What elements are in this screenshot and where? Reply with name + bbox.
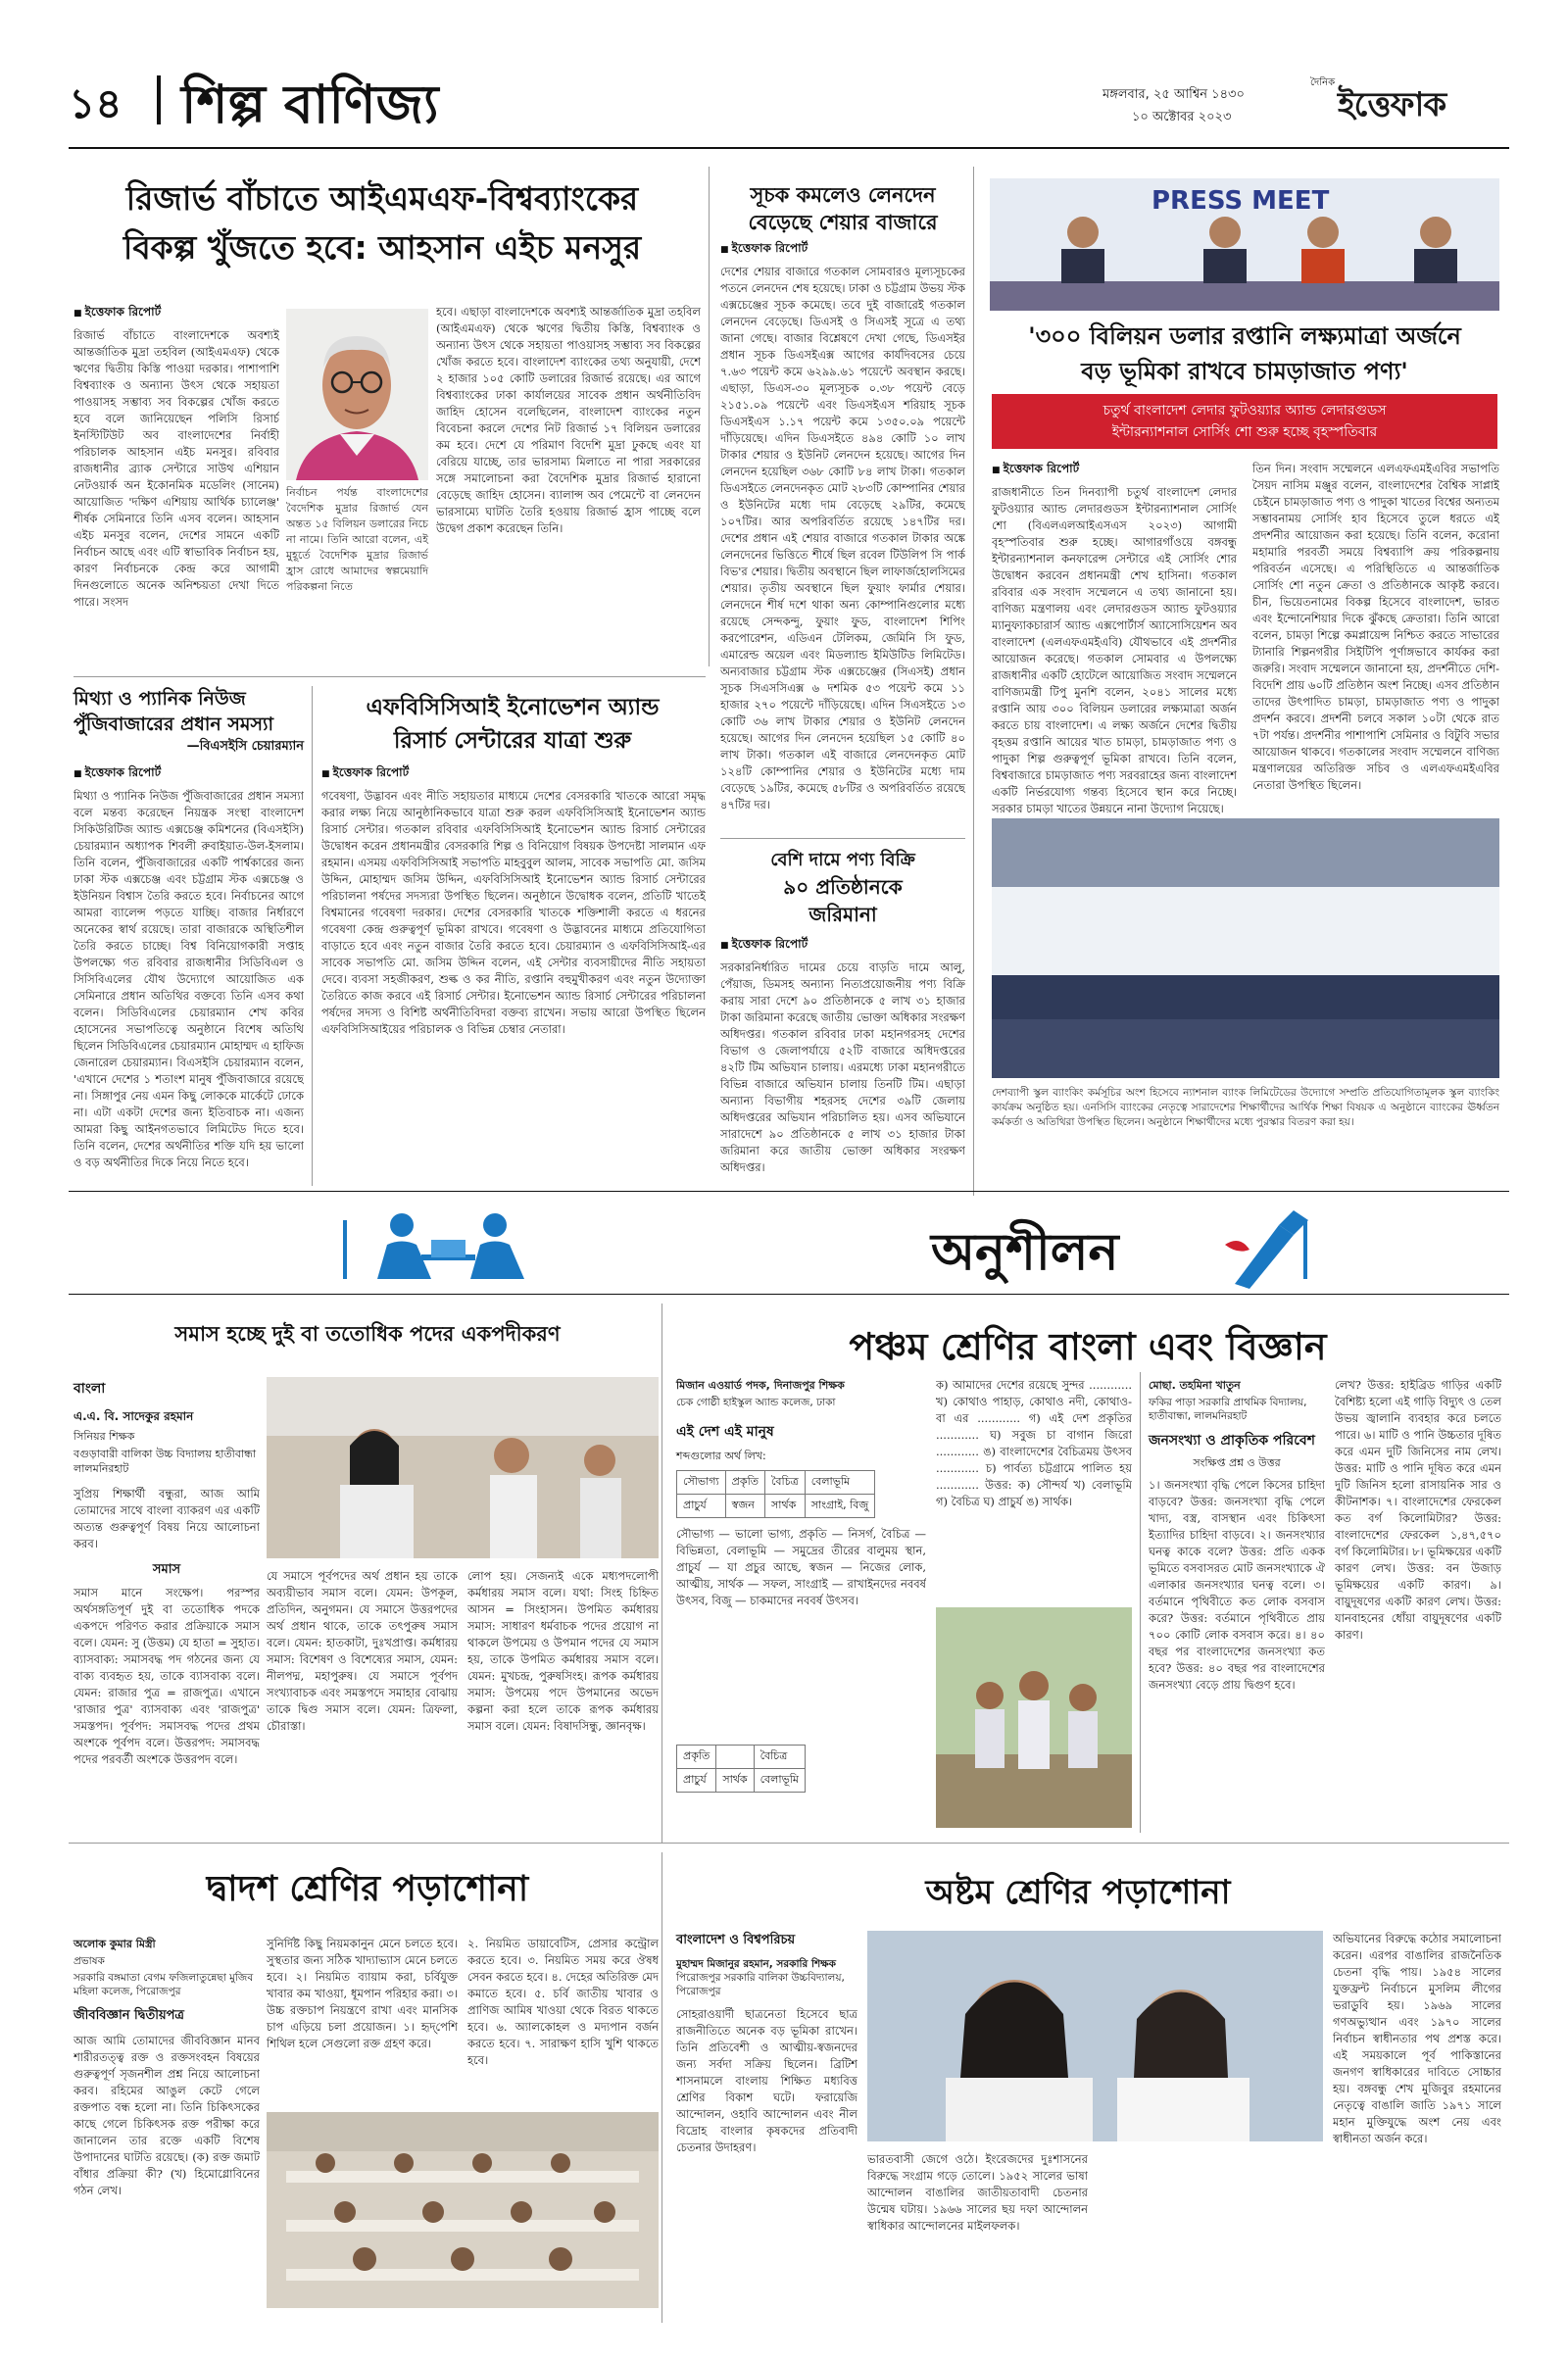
lesson2-poem-title: এই দেশ এই মানুষ <box>676 1424 774 1440</box>
table-cell: সার্থক <box>764 1495 805 1518</box>
table-row <box>677 1471 875 1495</box>
story6-headline-2: বড় ভূমিকা রাখবে চামড়াজাত পণ্য' <box>1081 358 1408 385</box>
table-cell: সৌভাগ্য <box>677 1471 726 1495</box>
press-meet-photo <box>990 178 1499 311</box>
date-line-1: মঙ্গলবার, ২৫ আশ্বিন ১৪৩০ <box>1102 87 1245 102</box>
students-reading-icon <box>363 1201 539 1289</box>
lesson2-teacher2-name: মোছা. তহমিনা খাতুন <box>1149 1379 1241 1392</box>
story2-headline-1: সূচক কমলেও লেনদেন <box>750 183 936 207</box>
lesson1-teacher-role: সিনিয়র শিক্ষক <box>74 1430 135 1443</box>
table-cell: বৈচিত্র <box>754 1746 805 1769</box>
lesson2-word-table <box>676 1470 875 1518</box>
section-title: শিল্প বাণিজ্য <box>181 74 439 135</box>
story1-col1: রিজার্ভ বাঁচাতে বাংলাদেশকে অবশ্যই আন্তর্জাতিক মুদ্রা তহবিল (আইএমএফ) থেকে ঋণের দ্বিতীয় কিস্তি পাওয়া দরকার। পাশাপাশি বিশ্বব্যাংক ও অন্যান্য উৎস থেকে সহায়তা পাওয়াসহ সম্ভাব্য সব বিকল্পের খোঁজ করতে হবে বলে জানিয়েছেন পলিসি রিসার্চ ইনস্টিটিউট অব বাংলাদেশের নির্বাহী পরিচালক আহসান এইচ মনসুর। রবিবার রাজধানীর ব্র্যাক সেন্টারে সাউথ এশিয়ান নেটওয়ার্ক অন ইকোনমিক মডেলিং (সানেম) আয়োজিত 'দক্ষিণ এশিয়ায় আর্থিক চ্যালেঞ্জ' শীর্ষক সেমিনারে তিনি এসব বলেন। আহসান এইচ মনসুর বলেন, দেশের সামনে একটি নির্বাচন আছে এবং এটি স্বাভাবিক নির্বাচন হয়, কারণ নির্বাচনকে কেন্দ্র করে আগামী দিনগুলোতে অনেক অনিশ্চয়তা দেখা দিতে পারে। সংসদ <box>74 328 279 609</box>
story4-headline-3: —বিএসইসি চেয়ারম্যান <box>186 739 304 754</box>
table-cell <box>716 1746 754 1769</box>
lesson4-col1: সোহরাওয়ার্দী ছাত্রনেতা হিসেবে ছাত্র রাজনীতিতে অনেক বড় ভূমিকা রাখেন। তিনি প্রতিবেশী ও আত্মীয়-স্বজনদের জন্য সর্বদা সক্রিয় ছিলেন। ব্রিটিশ শাসনামলে বাংলায় শিক্ষিত মধ্যবিত্ত শ্রেণির বিকাশ ঘটে। ফরায়েজি আন্দোলন, ওহাবি আন্দোলন এবং নীল বিদ্রোহ বাংলার কৃষকদের প্রতিবাদী চেতনার উদাহরণ। <box>676 2007 858 2154</box>
children-illustration <box>936 1607 1132 1828</box>
school-banking-caption: দেশব্যাপী স্কুল ব্যাংকিং কর্মসূচির অংশ হিসেবে ন্যাশনাল ব্যাংক লিমিটেডের উদ্যোগে সম্প্রতি প্রতিযোগিতামূলক স্কুল ব্যাংকিং কার্যক্রম অনুষ্ঠিত হয়। এনসিসি ব্যাংকের নেতৃত্বে সারাদেশের শিক্ষার্থীদের আর্থিক শিক্ষা বিষয়ক এ অনুষ্ঠানে ব্যাংকের ঊর্ধ্বতন কর্মকর্তা ও অতিথিরা উপস্থিত ছিলেন। অনুষ্ঠানে শিক্ষার্থীদের মধ্যে পুরস্কার বিতরণ করা হয়। <box>992 1087 1499 1128</box>
lesson4-teacher-name: মুহাম্মদ মিজানুর রহমান, সরকারি শিক্ষক <box>676 1958 837 1970</box>
story3-byline: ■ ইত্তেফাক রিপোর্ট <box>720 936 965 956</box>
lesson1-intro: সুপ্রিয় শিক্ষার্থী বন্ধুরা, আজ আমি তোমাদের সাথে বাংলা ব্যাকরণ এর একটি অত্যন্ত গুরুত্বপূর্ণ বিষয় নিয়ে আলোচনা করব। <box>74 1487 260 1550</box>
story2-byline: ■ ইত্তেফাক রিপোর্ট <box>720 240 965 260</box>
portrait-illustration <box>286 309 428 480</box>
press-meet-banner: PRESS MEET <box>1152 186 1330 216</box>
lesson2-teacher1-school: চেক গোষ্ঠী হাইস্কুল অ্যান্ড কলেজ, ঢাকা <box>676 1397 836 1408</box>
table-cell: সাংগ্রাই, বিজু <box>805 1495 874 1518</box>
table-cell: বেলাভূমি <box>754 1769 805 1793</box>
story2-body: দেশের শেয়ার বাজারে গতকাল সোমবারও মূল্যসূচকের পতনে লেনদেন শেষ হয়েছে। ঢাকা ও চট্টগ্রাম উভয় স্টক এক্সচেঞ্জের সূচক কমেছে। তবে দুই বাজারেই গতকাল লেনদেন বেড়েছে। ডিএসই ও সিএসই সূত্রে এ তথ্য জানা গেছে। বাজার বিশ্লেষণে দেখা গেছে, ডিএসইর প্রধান সূচক ডিএসইএক্স আগের কার্যদিবসের চেয়ে ৭.৬৩ পয়েন্ট কমে ৬২৯৯.৬১ পয়েন্টে অবস্থান করছে। এছাড়া, ডিএস-৩০ মূল্যসূচক ০.৩৮ পয়েন্ট বেড়ে ২১৫১.০৯ পয়েন্টে এবং ডিএসইএস শরিয়াহ সূচক ডিএসইএস ১.১৭ পয়েন্ট কমে ১৩৫০.০৯ পয়েন্টে দাঁড়িয়েছে। এদিন ডিএসইতে ৪৯৪ কোটি ১০ লাখ টাকার শেয়ার ও ইউনিট লেনদেন হয়েছে। আগের দিন লেনদেন হয়েছিল ৩৬৮ কোটি ৮৪ লাখ টাকা। গতকাল ডিএসইতে লেনদেনকৃত মোট ২৮৩টি কোম্পানির শেয়ার ও ইউনিটের মধ্যে দাম বেড়েছে ২৯টির, কমেছে ১০৭টির। আর অপরিবর্তিত রয়েছে ১৪৭টির দর। দেশের প্রধান এই শেয়ার বাজারে গতকাল টাকার অঙ্কে লেনদেনের ভিত্তিতে শীর্ষে ছিল রবেল টিউলিপ সি পার্ক বিভ'র শেয়ার। দ্বিতীয় অবস্থানে ছিল লাফার্জহোলসিমের শেয়ার। তৃতীয় অবস্থানে ছিল ফুয়াং ফার্মার শেয়ার। লেনদেনে শীর্ষ দশে থাকা অন্য কোম্পানিগুলোর মধ্যে রয়েছে সেন্দকন্দু, ফুয়াং ফুড, বাংলাদেশ শিপিং করপোরেশন, এডিএন টেলিকম, জেমিনি সি ফুড, এমারেল্ড অয়েল এবং মিডল্যান্ড ইমিউটিড লিমিটেড। অন্যবাজার চট্টগ্রাম স্টক এক্সচেঞ্জের (সিএসই) প্রধান সূচক সিএসসিএক্স ৬ দশমিক ৫৩ পয়েন্ট কমে ১১ হাজার ২৭০ পয়েন্টে দাঁড়িয়েছে। এদিন সিএসইতে ১৩ কোটি ৩৬ লাখ টাকার শেয়ার ও ইউনিট লেনদেন হয়েছে। আগের দিন লেনদেন হয়েছিল ১৫ কোটি ৪০ লাখ টাকা। গতকাল এই বাজারে লেনদেনকৃত মোট ১২৪টি কোম্পানির শেয়ার ও ইউনিটের মধ্যে দাম বেড়েছে ১৯টির, কমেছে ৫৮টির ও অপরিবর্তিত রয়েছে ৪৭টির দর। <box>720 265 965 812</box>
lesson2-sci-col1: ১। জনসংখ্যা বৃদ্ধি পেলে কিসের চাহিদা বাড়বে? উত্তর: জনসংখ্যা বৃদ্ধি পেলে খাদ্য, বস্ত্র, বাসস্থান এবং চিকিৎসা ইত্যাদির চাহিদা বাড়বে। ২। জনসংখ্যার ঘনত্ব কাকে বলে? উত্তর: প্রতি একক ভূমিতে বসবাসরত মোট জনসংখ্যাকে ঐ এলাকার জনসংখ্যার ঘনত্ব বলে। ৩। বর্তমানে পৃথিবীতে কত লোক বসবাস করে? উত্তর: বর্তমানে পৃথিবীতে প্রায় ৭০০ কোটি লোক বসবাস করে। ৪। ৪০ বছর পর বাংলাদেশের জনসংখ্যা কত হবে? উত্তর: ৪০ বছর পর বাংলাদেশের জনসংখ্যা বেড়ে প্রায় দ্বিগুণ হবে। <box>1149 1478 1325 1692</box>
table-cell: স্বজন <box>725 1495 764 1518</box>
story1-col2: হবে। এছাড়া বাংলাদেশকে অবশ্যই আন্তর্জাতিক মুদ্রা তহবিল (আইএমএফ) থেকে ঋণের দ্বিতীয় কিস্তি, বিশ্বব্যাংক ও অন্যান্য উৎস থেকে সহায়তা পাওয়াসহ সম্ভাব্য সব বিকল্পের খোঁজ করতে হবে। বাংলাদেশ ব্যাংকের তথ্য অনুযায়ী, দেশে ২ হাজার ১০৫ কোটি ডলারের রিজার্ভ রয়েছে। এর আগে বিশ্বব্যাংকের ঢাকা কার্যালয়ের সাবেক প্রধান অর্থনীতিবিদ জাহিদ হোসেন বলেছিলেন, বাংলাদেশ ব্যাংকের নতুন বিবেচনা করলে দেশের নিট রিজার্ভ ১৭ বিলিয়ন ডলারের কম হবে। দেশে যে পরিমাণ বিদেশি মুদ্রা ঢুকছে এবং যা বেরিয়ে যাচ্ছে, তার ভারসাম্য মিলাতে না পারা সরকারের সঙ্গে সমালোচনা করা বৈদেশিক মুদ্রার রিজার্ভ হারানো বেড়েছে জাহিদ হোসেন। ব্যালান্স অব পেমেন্টে বা লেনদেন ভারসাম্যে ঘাটতি তৈরি হওয়ায় রিজার্ভ হ্রাস পাচ্ছে বলে উদ্বেগ প্রকাশ করেছেন তিনি। <box>436 305 701 535</box>
lesson2-title: পঞ্চম শ্রেণির বাংলা এবং বিজ্ঞান <box>849 1325 1327 1368</box>
story6-headline-1: '৩০০ বিলিয়ন ডলার রপ্তানি লক্ষ্যমাত্রা অর্জনে <box>1028 322 1461 350</box>
story2-headline-2: বেড়েছে শেয়ার বাজারে <box>748 211 938 234</box>
section-anushilon-title: অনুশীলন <box>931 1223 1119 1282</box>
story6-subhead-box <box>992 394 1497 449</box>
lesson2-teacher1-name: মিজান এওয়ার্ড পদক, দিনাজপুর শিক্ষক <box>676 1379 845 1392</box>
story4-body: মিথ্যা ও প্যানিক নিউজ পুঁজিবাজারের প্রধান সমস্যা বলে মন্তব্য করেছেন নিয়ন্ত্রক সংস্থা বাংলাদেশ সিকিউরিটিজ অ্যান্ড এক্সচেঞ্জ কমিশনের (বিএসইসি) চেয়ারম্যান অধ্যাপক শিবলী রুবাইয়াত-উল-ইসলাম। তিনি বলেন, পুঁজিবাজারের একটি পার্শ্বকারের জন্য ঢাকা স্টক এক্সচেঞ্জ এবং চট্টগ্রাম স্টক এক্সচেঞ্জ ও ইউনিয়ন বিশ্বাস তৈরি করতে হবে। নির্বাচনের আগে আমরা ব্যালেন্স পড়তে যাচ্ছি। বাজার নির্ধারণে অনেকের স্বার্থ রয়েছে। তারা বাজারকে অস্থিতিশীল তৈরি করতে চাচ্ছে। বিশ্ব বিনিয়োগকারী সপ্তাহ উপলক্ষ্যে গত রবিবার রাজধানীর সিডিবিএল ও সিসিবিএলের যৌথ উদ্যোগে আয়োজিত এক সেমিনারে প্রধান অতিথির বক্তব্যে তিনি এসব কথা বলেন। সিডিবিএলের চেয়ারম্যান শেখ কবির হোসেনের সভাপতিত্বে অনুষ্ঠানে বিশেষ অতিথি ছিলেন সিডিবিএলের চেয়ারম্যান মোহাম্মদ এ হাফিজ জেনারেল চেয়ারম্যান। বিএসইসি চেয়ারম্যান বলেন, 'এখানে দেশের ১ শতাংশ মানুষ পুঁজিবাজারে রয়েছে না। সিঙ্গাপুর নেয় এমন কিছু লোককে মার্কেটে ঢোকে না। এটা একটা দেশের জন্য ইতিবাচক না। এজন্য আমরা কিছু আইনগতভাবে লিমিটেড দিতে হবে। তিনি বলেন, দেশের অর্থনীতির শক্তি যদি হয় ভালো ও বড় অর্থনীতির দিকে নিয়ে নিতে হবে। <box>74 789 304 1169</box>
page-number: ১৪ <box>69 79 122 127</box>
lesson4-school: পিরোজপুর সরকারি বালিকা উচ্চবিদ্যালয়, পিরোজপুর <box>676 1972 845 1997</box>
story3-headline-3: জরিমানা <box>808 903 877 926</box>
story3-body: সরকারনির্ধারিত দামের চেয়ে বাড়তি দামে আলু, পেঁয়াজ, ডিমসহ অন্যান্য নিত্যপ্রয়োজনীয় পণ্য বিক্রি করায় সারা দেশে ৯০ প্রতিষ্ঠানকে ৫ লাখ ৩১ হাজার টাকা জরিমানা করেছে জাতীয় ভোক্তা অধিকার সংরক্ষণ অধিদপ্তর। গতকাল রবিবার ঢাকা মহানগরসহ দেশের বিভাগ ও জেলাপর্যায়ে ৫২টি বাজারে অধিদপ্তরের ৪২টি টিম অভিযান চালায়। এরমধ্যে ঢাকা মহানগরীতে বিভিন্ন বাজারে অভিযান চালায় তিনটি টিম। এছাড়া অন্যান্য বিভাগীয় শহরসহ দেশের ৩৯টি জেলায় অধিদপ্তরের অভিযান পরিচালিত হয়। এসব অভিযানে সারাদেশে ৯০ প্রতিষ্ঠানকে ৫ লাখ ৩১ হাজার টাকা জরিমানা করে জাতীয় ভোক্তা অধিকার সংরক্ষণ অধিদপ্তর। <box>720 960 965 1174</box>
lesson1-school: বগুড়াবারী বালিকা উচ্চ বিদ্যালয় হাতীবান্ধা লালমনিরহাট <box>74 1448 257 1475</box>
lesson3-title: দ্বাদশ শ্রেণির পড়াশোনা <box>206 1869 529 1909</box>
lesson4-title: অষ্টম শ্রেণির পড়াশোনা <box>925 1873 1231 1912</box>
story6-col2: তিন দিন। সংবাদ সম্মেলনে এলএফএমইএবির সভাপতি সৈয়দ নাসিম মঞ্জুর বলেন, বাংলাদেশের বৈশ্বিক সাপ্লাই চেইনে চামড়াজাত পণ্য ও পাদুকা খাতের বিশ্বের অন্যতম সম্ভাবনাময় সোর্সিং হাব হিসেবে তুলে ধরতে এই প্রদর্শনীর আয়োজন করা হয়েছে। তিনি বলেন, করোনা মহামারি পরবর্তী সময়ে বিশ্বব্যাপি ক্রয় পরিকল্পনায় পরিবর্তন এসেছে। এ পরিস্থিতিতে এ আন্তর্জাতিক সোর্সিং শো নতুন ক্রেতা ও প্রতিষ্ঠানকে আকৃষ্ট করবে। চীন, ভিয়েতনামের বিকল্প হিসেবে বাংলাদেশ, ভারত এবং ইন্দোনেশিয়ার দিকে ঝুঁকছে ক্রেতারা। তিনি আরো বলেন, চামড়া শিল্পে কমপ্লায়েন্স নিশ্চিত করতে সাভারের ট্যানারি শিল্পনগরীর সিইটিপি পূর্ণাঙ্গভাবে কার্যকর করা জরুরি। সংবাদ সম্মেলনে জানানো হয়, প্রদর্শনীতে দেশি-বিদেশি প্রায় ৬০টি প্রতিষ্ঠান অংশ নিচ্ছে। এসব প্রতিষ্ঠান তাদের উৎপাদিত চামড়া, চামড়াজাত পণ্য ও পাদুকা প্রদর্শন করবে। প্রদর্শনী চলবে সকাল ১০টা থেকে রাত ৭টা পর্যন্ত। প্রদর্শনীর পাশাপাশি সেমিনার ও বিটুবি সভার আয়োজন থাকবে। গতকালের সংবাদ সম্মেলনে বাণিজ্য মন্ত্রণালয়ের অতিরিক্ত সচিব ও এলএফএমইএবির নেতারা উপস্থিত ছিলেন। <box>1252 462 1499 792</box>
table-row <box>677 1746 806 1769</box>
story3-headline-1: বেশি দামে পণ্য বিক্রি <box>770 850 915 870</box>
story6-subhead-2: ইন্টারন্যাশনাল সোর্সিং শো শুরু হচ্ছে বৃহস্পতিবার <box>1111 424 1378 440</box>
lesson4-col3: অভিযানের বিরুদ্ধে কঠোর সমালোচনা করেন। এরপর বাঙালির রাজনৈতিক চেতনা বৃদ্ধি পায়। ১৯৫৪ সালের যুক্তফ্রন্ট নির্বাচনে মুসলিম লীগের ভরাডুবি হয়। ১৯৬৯ সালের গণঅভ্যুত্থান এবং ১৯৭০ সালের নির্বাচন স্বাধীনতার পথ প্রশস্ত করে। এই সময়কালে পূর্ব পাকিস্তানের জনগণ স্বাধিকারের দাবিতে সোচ্চার হয়। বঙ্গবন্ধু শেখ মুজিবুর রহমানের নেতৃত্বে বাঙালি জাতি ১৯৭১ সালে মহান মুক্তিযুদ্ধে অংশ নেয় এবং স্বাধীনতা অর্জন করে। <box>1333 1932 1501 2145</box>
story5-headline-1: এফবিসিসিআই ইনোভেশন অ্যান্ড <box>366 695 660 720</box>
lesson1-col2: যে সমাসে পূর্বপদের অর্থ প্রধান হয় তাকে অব্যয়ীভাব সমাস বলে। যেমন: উপকূল, প্রতিদিন, অনুগমন। যে সমাসে উত্তরপদের অর্থ প্রধান থাকে, তাকে তৎপুরুষ সমাস বলে। যেমন: হাতকাটা, দুঃখপ্রাপ্ত। কর্মধারয় সমাস: বিশেষণ ও বিশেষ্যের সমাস, যেমন: নীলপদ্ম, মহাপুরুষ। যে সমাসে পূর্বপদ সংখ্যাবাচক এবং সমস্তপদে সমাহার বোঝায় তাকে দ্বিগু সমাস বলে। যেমন: ত্রিফলা, চৌরাস্তা। <box>267 1569 458 1733</box>
masthead-small: দৈনিক <box>1310 77 1336 88</box>
table-cell: প্রকৃতি <box>677 1746 716 1769</box>
table-row <box>677 1495 875 1518</box>
header-divider <box>157 75 161 124</box>
story1-byline: ■ ইত্তেফাক রিপোর্ট <box>74 304 279 323</box>
lesson4-col2: ভারতবাসী জেগে ওঠে। ইংরেজদের দুঃশাসনের বিরুদ্ধে সংগ্রাম গড়ে তোলে। ১৯৫২ সালের ভাষা আন্দোলন বাঙালির জাতীয়তাবাদী চেতনার উন্মেষ ঘটায়। ১৯৬৬ সালের ছয় দফা আন্দোলন স্বাধিকার আন্দোলনের মাইলফলক। <box>867 2152 1088 2233</box>
table-cell: বৈচিত্র <box>764 1471 805 1495</box>
classroom-illustration <box>267 1377 659 1558</box>
story1-headline-1: রিজার্ভ বাঁচাতে আইএমএফ-বিশ্বব্যাংকের <box>125 179 639 218</box>
lesson2-answer-table <box>676 1745 806 1793</box>
anushilon-banner <box>69 1201 1509 1289</box>
lesson2-subject-label: শব্দগুলোর অর্থ লিখ: <box>676 1450 766 1462</box>
school-children-photo <box>936 1607 1132 1828</box>
lesson4-col2-cont <box>1098 2151 1323 2313</box>
lesson2-word-list: সৌভাগ্য — ভালো ভাগ্য, প্রকৃতি — নিসর্গ, বৈচিত্র — বিভিন্নতা, বেলাভূমি — সমুদ্রের তীরের বালুময় স্থান, প্রাচুর্য — যা প্রচুর আছে, স্বজন — নিজের লোক, আত্মীয়, সার্থক — সফল, সাংগ্রাই — রাখাইনদের নববর্ষ উৎসব, বিজু — চাকমাদের নববর্ষ উৎসব। <box>676 1527 926 1607</box>
lesson2-sci-title: জনসংখ্যা ও প্রাকৃতিক পরিবেশ <box>1149 1433 1315 1449</box>
banner-feather-mark <box>1303 1220 1307 1279</box>
lesson1-title: সমাস হচ্ছে দুই বা ততোধিক পদের একপদীকরণ <box>174 1322 561 1346</box>
story4-headline-1: মিথ্যা ও প্যানিক নিউজ <box>74 688 246 710</box>
story5-headline-2: রিসার্চ সেন্টারের যাত্রা শুরু <box>393 728 632 754</box>
classroom-photo <box>267 1377 659 1558</box>
table-cell: প্রাচুর্য <box>677 1769 716 1793</box>
lesson1-teacher-name: এ.এ. বি. সাদেকুর রহমান <box>74 1409 194 1423</box>
lesson2-sci-sub: সংক্ষিপ্ত প্রশ্ন ও উত্তর <box>1193 1456 1281 1469</box>
masthead-name: ইত্তেফাক <box>1338 85 1446 124</box>
masthead-logo <box>1308 75 1509 123</box>
lesson3-col3: ২. নিয়মিত ডায়াবেটিস, প্রেসার কন্ট্রোল করতে হবে। ৩. নিয়মিত সময় করে ঔষধ সেবন করতে হবে। ৪. দেহের অতিরিক্ত মেদ কমাতে হবে। ৫. চর্বি জাতীয় খাবার ও প্রাণিজ আমিষ খাওয়া থেকে বিরত থাকতে হবে। ৬. অ্যালকোহল ও মদ্যপান বর্জন করতে হবে। ৭. সারাক্ষণ হাসি খুশি থাকতে হবে। <box>467 1937 659 2067</box>
pen-nib-icon <box>1220 1205 1328 1289</box>
lesson3-col2: সুনির্দিষ্ট কিছু নিয়মকানুন মেনে চলতে হবে। সুস্থতার জন্য সঠিক খাদ্যাভ্যাস মেনে চলতে হবে। ২। নিয়মিত ব্যায়াম করা, চর্বিযুক্ত খাবার কম খাওয়া, ধূমপান পরিহার করা। ৩। উচ্চ রক্তচাপ নিয়ন্ত্রণে রাখা এবং মানসিক চাপ এড়িয়ে চলা প্রয়োজন। ১। হৃদ্‌পেশি শিথিল হলে সেগুলো রক্ত গ্রহণ করে। <box>267 1937 458 2050</box>
lesson1-col1: সমাস মানে সংক্ষেপ। পরস্পর অর্থসঙ্গতিপূর্ণ দুই বা ততোধিক পদকে একপদে পরিণত করার প্রক্রিয়াকে সমাস বলে। যেমন: সু (উত্তম) যে হাতা = সুহাত। ব্যাসবাক্য: সমাসবদ্ধ পদ গঠনের জন্য যে বাক্য ব্যবহৃত হয়, তাকে ব্যাসবাক্য বলে। যেমন: রাজার পুত্র = রাজপুত্র। এখানে 'রাজার পুত্র' ব্যাসবাক্য এবং 'রাজপুত্র' সমস্তপদ। পূর্বপদ: সমাসবদ্ধ পদের প্রথম অংশকে পূর্বপদ বলে। উত্তরপদ: সমাসবদ্ধ পদের পরবর্তী অংশকে উত্তরপদ বলে। <box>74 1586 260 1766</box>
exam-hall-photo <box>267 2112 659 2308</box>
lesson2-sci-col2: লেখ? উত্তর: হাইব্রিড গাড়ির একটি বৈশিষ্ট্য হলো এই গাড়ি বিদ্যুৎ ও তেল উভয় জ্বালানি ব্যবহার করে চলতে পারে। ৬। মাটি ও পানি উচ্চতার দূষিত করে এমন দুটি জিনিসের নাম লেখ। উত্তর: মাটি ও পানি দূষিত করে এমন দুটি জিনিস হলো রাসায়নিক সার ও কীটনাশক। ৭। বাংলাদেশের ফেরকেল কত বর্গ কিলোমিটার? উত্তর: বাংলাদেশের ফেরকেল ১,৪৭,৫৭০ বর্গ কিলোমিটার। ৮। ভূমিক্ষয়ের একটি কারণ লেখ। উত্তর: বন উজাড় ভূমিক্ষয়ের একটি কারণ। ৯। বায়ুদূষণের একটি কারণ লেখ। উত্তর: যানবাহনের ধোঁয়া বায়ুদূষণের একটি কারণ। <box>1335 1378 1501 1642</box>
story1-headline-2: বিকল্প খুঁজতে হবে: আহসান এইচ মনসুর <box>122 228 642 267</box>
lesson3-school: সরকারি বঙ্গমাতা বেগম ফজিলাতুন্নেছা মুজিব মহিলা কলেজ, পিরোজপুর <box>74 1972 254 1997</box>
date-line-2: ১০ অক্টোবর ২০২৩ <box>1132 110 1232 124</box>
group-photo-illustration <box>992 818 1499 1078</box>
lesson3-teacher-role: প্রভাষক <box>74 1955 105 1967</box>
lesson3-teacher-name: অলোক কুমার মিস্ত্রী <box>74 1938 156 1950</box>
exam-hall-illustration <box>267 2112 659 2308</box>
story1-portrait-photo <box>286 309 428 480</box>
story5-body: গবেষণা, উদ্ভাবন এবং নীতি সহায়তার মাধ্যমে দেশের বেসরকারি খাতকে আরো সমৃদ্ধ করার লক্ষ্য নিয়ে আনুষ্ঠানিকভাবে যাত্রা শুরু করল এফবিসিসিআই ইনোভেশন অ্যান্ড রিসার্চ সেন্টার। গতকাল রবিবার এফবিসিসিআই ইনোভেশন অ্যান্ড রিসার্চ সেন্টারের উদ্বোধন করেন প্রধানমন্ত্রীর বেসরকারি শিল্প ও বিনিয়োগ বিষয়ক উপদেষ্টা সালমান এফ রহমান। এসময় এফবিসিসিআই সভাপতি মাহবুবুল আলম, সাবেক সভাপতি মো. জসিম উদ্দিন, মোহাম্মদ জসিম উদ্দিন, এফবিসিসিআই ইনোভেশন অ্যান্ড রিসার্চ সেন্টারের পরিচালনা পর্ষদের সদস্যরা উপস্থিত ছিলেন। অনুষ্ঠানে উদ্বোধক বলেন, প্রতিটি খাতেই বিশ্বমানের গবেষণা দরকার। দেশের বেসরকারি খাতকে শক্তিশালী করতে এ ধরনের গবেষণা কেন্দ্র গুরুত্বপূর্ণ ভূমিকা রাখবে। গবেষণা ও উদ্ভাবনের মাধ্যমে প্রতিযোগিতা বাড়াতে হবে এবং নতুন বাজার তৈরি করতে হবে। চেয়ারম্যান ও এফবিসিসিআই-এর সাবেক সভাপতি মো. জসিম উদ্দিন বলেন, এই সেন্টার ব্যবসায়ীদের নীতি সহায়তা দেবে। ব্যবসা সহজীকরণ, শুল্ক ও কর নীতি, রপ্তানি বহুমুখীকরণ এবং নতুন উদ্যোক্তা তৈরিতে কাজ করবে এই রিসার্চ সেন্টার। ইনোভেশন অ্যান্ড রিসার্চ সেন্টারের পরিচালনা পর্ষদের সদস্য ও বিশিষ্ট অর্থনীতিবিদরা বক্তব্য রাখেন। সভায় আরো উপস্থিত ছিলেন এফবিসিসিআইয়ের পরিচালক ও বিভিন্ন চেম্বার নেতারা। <box>321 789 706 1036</box>
story4-headline-2: পুঁজিবাজারের প্রধান সমস্যা <box>74 713 274 735</box>
lesson1-heading: সমাস <box>152 1562 181 1577</box>
table-cell: সার্থক <box>716 1769 754 1793</box>
table-cell: প্রাচুর্য <box>677 1495 726 1518</box>
lesson2-teacher2-school: ফকির পাড়া সরকারি প্রাথমিক বিদ্যালয়, হাতীবান্ধা, লালমনিরহাট <box>1149 1397 1307 1422</box>
lesson1-subject: বাংলা <box>74 1381 106 1397</box>
lesson2-qa: ক) আমাদের দেশের রয়েছে সুন্দর ............ খ) কোথাও পাহাড়, কোথাও নদী, কোথাও-বা এর ............ গ) এই দেশ প্রকৃতির ............ ঘ) সবুজ চা বাগান জিরো ............ ঙ) বাংলাদেশের বৈচিত্রময় উৎসব ............ চ) পার্বত্য চট্টগ্রামে পালিত হয় ............ উত্তর: ক) সৌন্দর্য খ) বেলাভূমি গ) বৈচিত্র ঘ) প্রাচুর্য ঙ) সার্থক। <box>936 1378 1132 1508</box>
story5-byline: ■ ইত্তেফাক রিপোর্ট <box>321 764 706 784</box>
story6-subhead-1: চতুর্থ বাংলাদেশ লেদার ফুটওয়্যার অ্যান্ড লেদারগুডস <box>1102 403 1387 418</box>
story6-col1: রাজধানীতে তিন দিনব্যাপী চতুর্থ বাংলাদেশ লেদার ফুটওয়্যার অ্যান্ড লেদারগুডস ইন্টারন্যাশনাল সোর্সিং শো (বিএলএলআইএসএস ২০২৩) আগামী বৃহস্পতিবার শুরু হচ্ছে। আগারগাঁওয়ে বঙ্গবন্ধু ইন্টারন্যাশনাল কনফারেন্স সেন্টারে এই সোর্সিং শোর উদ্বোধন করবেন প্রধানমন্ত্রী শেখ হাসিনা। গতকাল রবিবার এক সংবাদ সম্মেলনে এ তথ্য জানানো হয়। বাণিজ্য মন্ত্রণালয় এবং লেদারগুডস অ্যান্ড ফুটওয়্যার ম্যানুফ্যাকচারার্স অ্যান্ড এক্সপোর্টার্স অ্যাসোসিয়েশন অব বাংলাদেশ (এলএফএমইএবি) যৌথভাবে এই প্রদর্শনীর আয়োজন করেছে। গতকাল সোমবার এ উপলক্ষ্যে রাজধানীর একটি হোটেলে আয়োজিত সংবাদ সম্মেলনে বাণিজ্যমন্ত্রী টিপু মুনশি বলেন, ২০৪১ সালের মধ্যে রপ্তানি আয় ৩০০ বিলিয়ন ডলারের লক্ষ্যমাত্রা অর্জন করতে চায় বাংলাদেশ। এ লক্ষ্য অর্জনে দেশের দ্বিতীয় বৃহত্তম রপ্তানি আয়ের খাত চামড়া, চামড়াজাত পণ্য ও পাদুকা শিল্প গুরুত্বপূর্ণ ভূমিকা রাখবে। তিনি বলেন, বিশ্ববাজারে চামড়াজাত পণ্য সরবরাহের জন্য বাংলাদেশ একটি নির্ভরযোগ্য গন্তব্য হিসেবে স্থান করে নিচ্ছে। সরকার চামড়া খাতের উন্নয়নে নানা উদ্যোগ নিয়েছে। <box>992 485 1237 815</box>
banner-blue-bar <box>343 1220 347 1279</box>
story6-byline: ■ ইত্তেফাক রিপোর্ট <box>992 461 1237 480</box>
story1-caption: নির্বাচন পর্যন্ত বাংলাদেশের বৈদেশিক মুদ্রার রিজার্ভ যেন অন্তত ১৫ বিলিয়ন ডলারের নিচে না নামে। তিনি আরো বলেন, এই মুহূর্তে বৈদেশিক মুদ্রার রিজার্ভ হ্রাস রোধে আমাদের স্বল্পমেয়াদি পরিকল্পনা নিতে <box>286 486 428 593</box>
story4-byline: ■ ইত্তেফাক রিপোর্ট <box>74 764 304 784</box>
page-header <box>69 54 1509 152</box>
table-cell: বেলাভূমি <box>805 1471 874 1495</box>
lesson4-subject: বাংলাদেশ ও বিশ্বপরিচয় <box>676 1933 796 1947</box>
students-studying-photo <box>867 1931 1323 2141</box>
students-illustration <box>867 1931 1323 2141</box>
story3-headline-2: ৯০ প্রতিষ্ঠানকে <box>783 875 903 899</box>
table-cell: প্রকৃতি <box>725 1471 764 1495</box>
story-reserve-headline <box>74 174 691 272</box>
lesson3-col1: আজ আমি তোমাদের জীববিজ্ঞান মানব শারীরতত্ত্ব রক্ত ও রক্তসংবহন বিষয়ের গুরুত্বপূর্ণ সৃজনশীল প্রশ্ন নিয়ে আলোচনা করব। রহিমের আঙুল কেটে গেলে রক্তপাত বন্ধ হলো না। তিনি চিকিৎসকের কাছে গেলে চিকিৎসক রক্ত পরীক্ষা করে জানালেন তার রক্তে একটি বিশেষ উপাদানের ঘাটতি রয়েছে। (ক) রক্ত জমাট বাঁধার প্রক্রিয়া কী? (খ) হিমোগ্লোবিনের গঠন লেখ। <box>74 2034 260 2197</box>
table-row <box>677 1769 806 1793</box>
header-rule <box>69 147 1509 149</box>
lesson1-col3: লোপ হয়। সেজন্যই একে মধ্যপদলোপী কর্মধারয় সমাস বলে। যথা: সিংহ চিহ্নিত আসন = সিংহাসন। উপমিত কর্মধারয় সমাস: সাধারণ ধর্মবাচক পদের প্রয়োগ না থাকলে উপমেয় ও উপমান পদের যে সমাস হয়, তাকে উপমিত কর্মধারয় সমাস বলে। যেমন: মুখচন্দ্র, পুরুষসিংহ। রূপক কর্মধারয় সমাস: উপমেয় পদে উপমানের অভেদ কল্পনা করা হলে তাকে রূপক কর্মধারয় সমাস বলে। যেমন: বিষাদসিন্ধু, জ্ঞানবৃক্ষ। <box>467 1569 659 1733</box>
school-banking-photo <box>992 818 1499 1078</box>
lesson3-subject: জীববিজ্ঞান দ্বিতীয়পত্র <box>74 2008 184 2023</box>
